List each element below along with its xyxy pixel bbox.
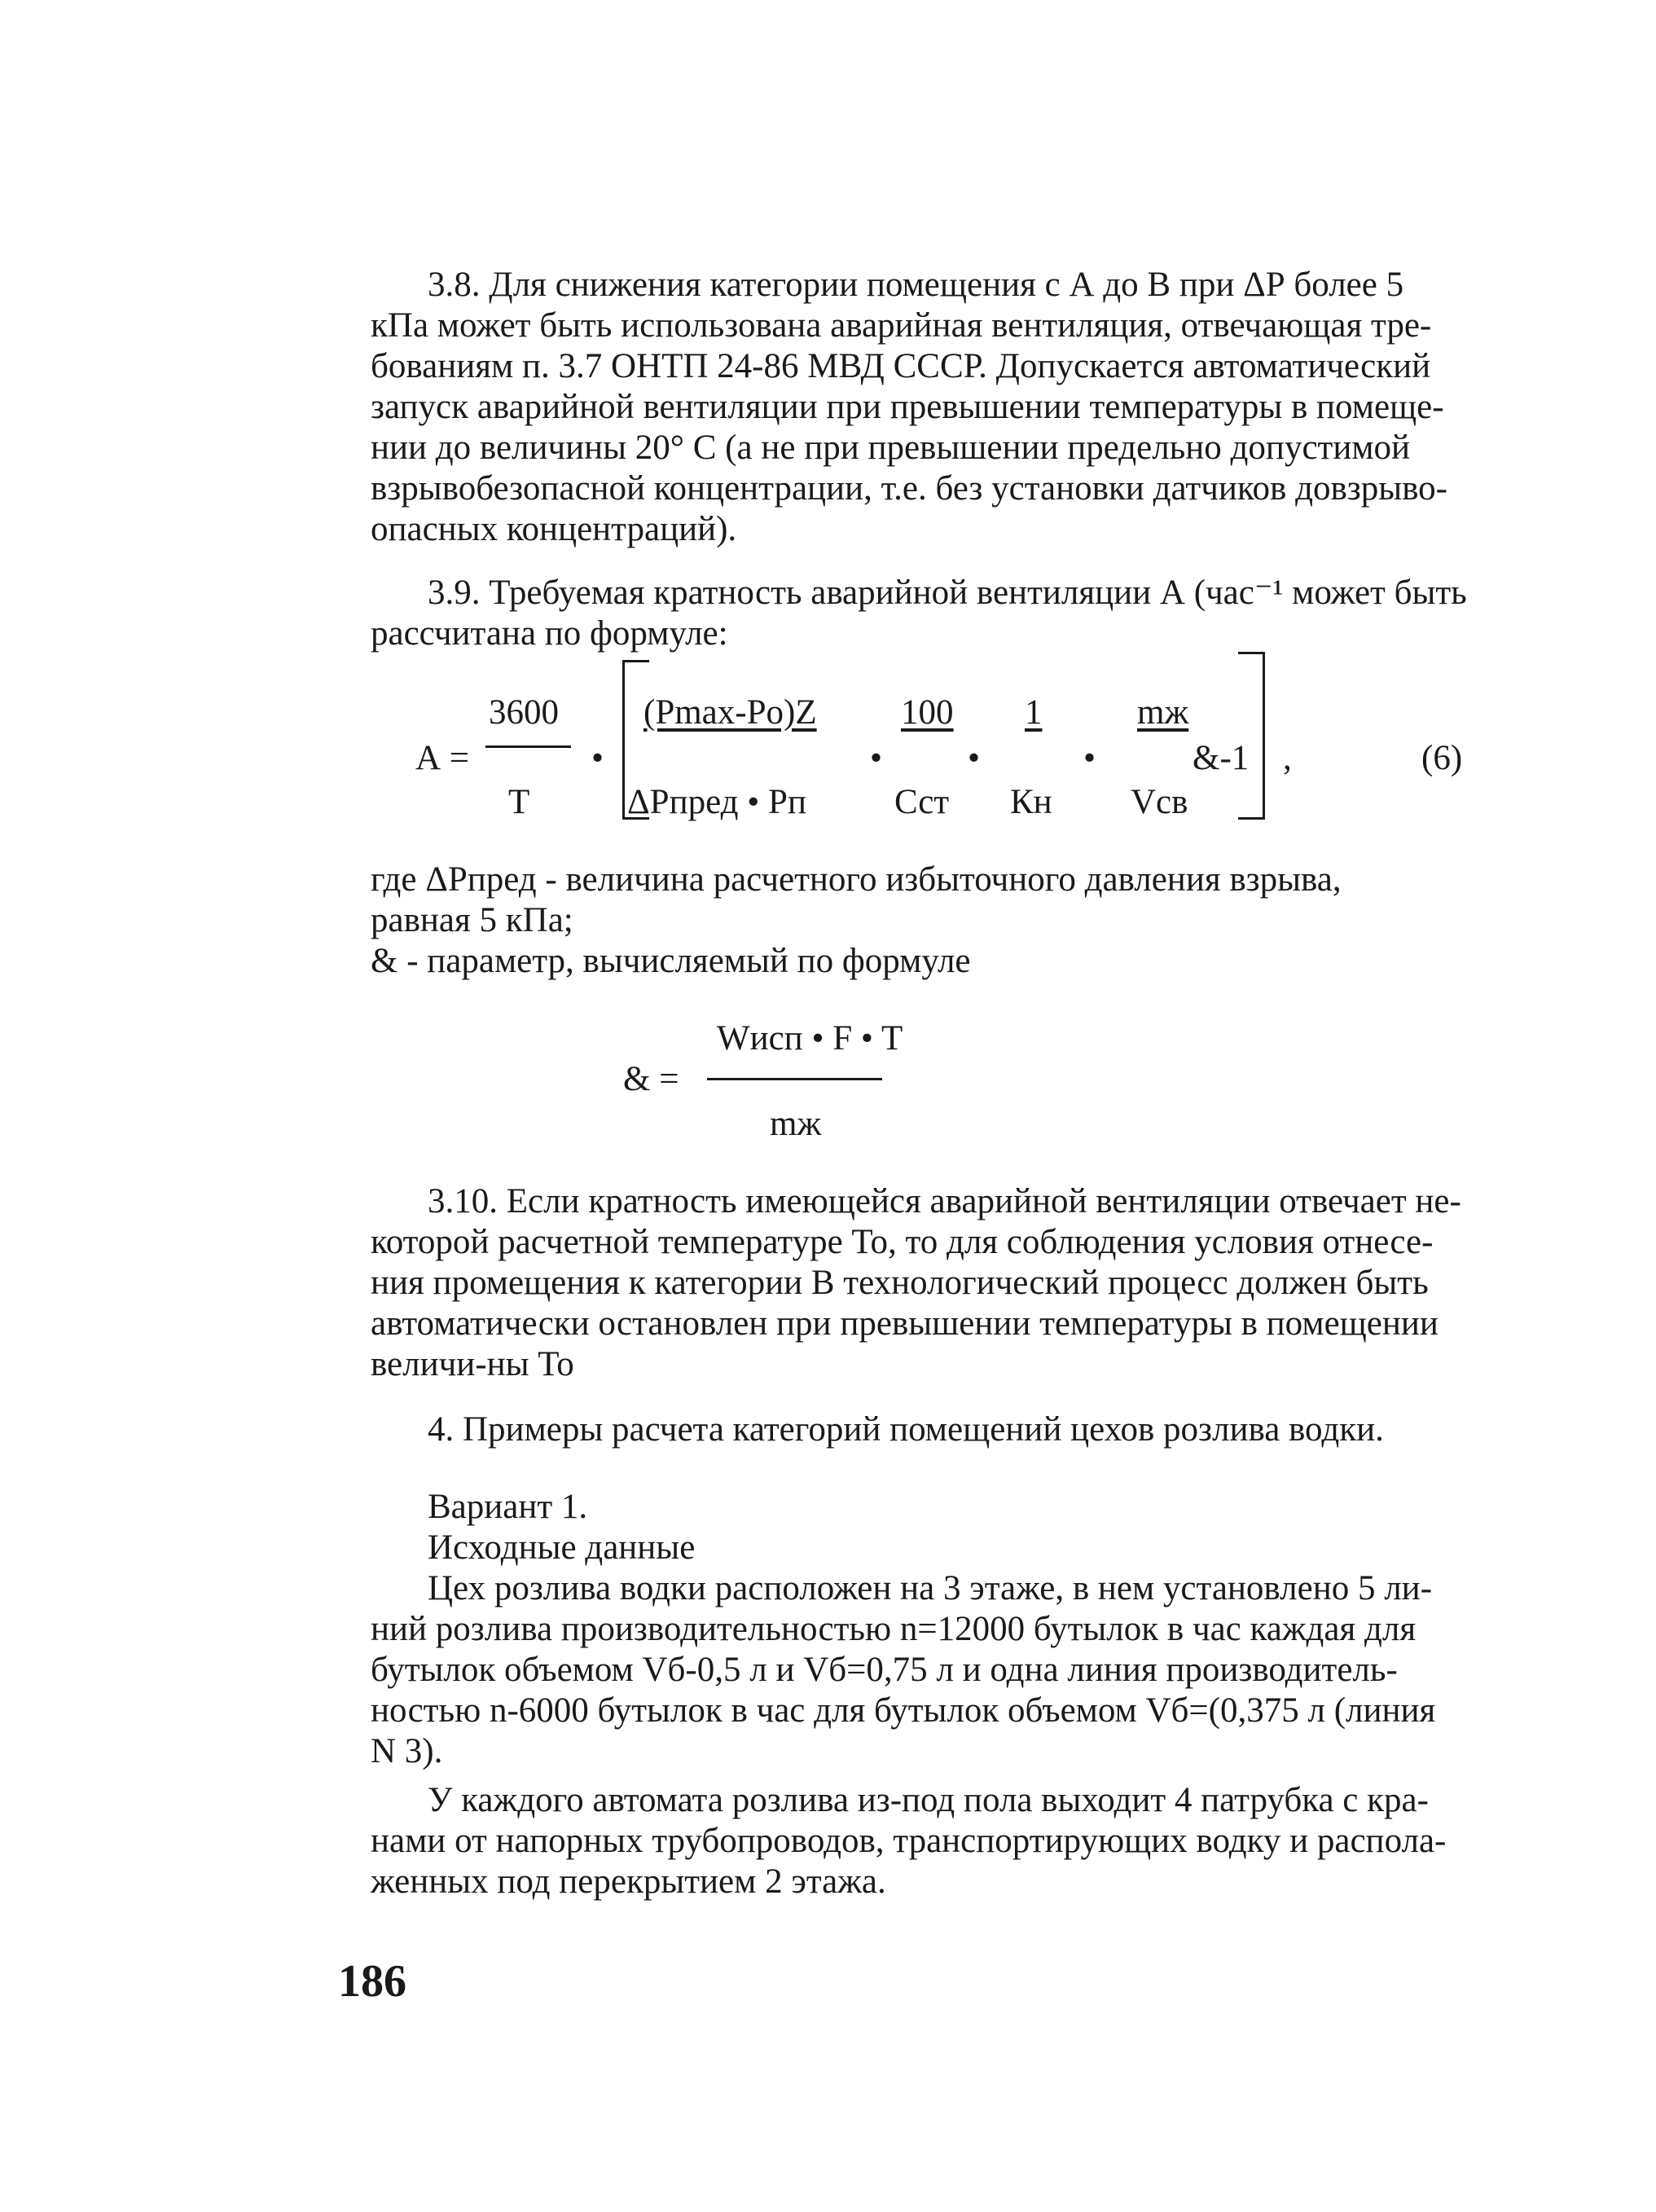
term4-suffix: &-1 (1193, 739, 1250, 777)
text-line: автоматически остановлен при превышении температуры в помещении (371, 1304, 1439, 1343)
equation-number: (6) (1421, 739, 1463, 777)
term2-denominator: Сст (894, 783, 950, 821)
formula-lhs: & = (623, 1060, 679, 1098)
term3-numerator: 1 (1025, 693, 1043, 732)
term4-numerator: mж (1137, 693, 1189, 732)
text-line: равная 5 кПа; (371, 901, 573, 939)
text-line: запуск аварийной вентиляции при превышении температуры в помеще- (371, 388, 1444, 426)
term3-denominator: Кн (1010, 783, 1052, 821)
text-line: женных под перекрытием 2 этажа. (371, 1862, 886, 1901)
text-line: кПа может быть использована аварийная вентиляция, отвечающая тре- (371, 306, 1432, 345)
text-line: опасных концентраций). (371, 510, 737, 548)
multiply-dot: • (870, 739, 883, 777)
section-title: 4. Примеры расчета категорий помещений цехов розлива водки. (428, 1410, 1384, 1449)
text-line: величи-ны То (371, 1345, 574, 1383)
amp-fraction-line (707, 1078, 882, 1080)
variant-1 (371, 1487, 1548, 1902)
multiply-dot: • (1083, 739, 1096, 777)
text-line: ний розлива производительностью n=12000 бутылок в час каждая для (371, 1610, 1417, 1648)
text-line: ния промещения к категории В технологический процесс должен быть (371, 1264, 1429, 1302)
text-line: бутылок объемом Vб-0,5 л и Vб=0,75 л и одна линия производитель- (371, 1651, 1398, 1689)
variant-subtitle: Исходные данные (428, 1528, 696, 1567)
amp-numerator: Wисп • F • T (717, 1019, 903, 1058)
amp-denominator: mж (770, 1105, 822, 1143)
text-line: которой расчетной температуре То, то для соблюдения условия отнесе- (371, 1223, 1434, 1261)
page-number: 186 (338, 1956, 406, 2007)
formula-comma: , (1283, 739, 1292, 777)
term2-numerator: 100 (901, 693, 954, 732)
text-line: У каждого автомата розлива из-под пола выходит 4 патрубка с кра- (428, 1781, 1429, 1819)
text-line: 3.10. Если кратность имеющейся аварийной вентиляции отвечает не- (428, 1182, 1461, 1220)
term1-numerator: (Pmax-Po)Z (644, 693, 817, 732)
text-line: где ΔРпред - величина расчетного избыточного давления взрыва, (371, 860, 1342, 899)
coef-numerator: 3600 (489, 693, 559, 732)
formula-lhs: А = (415, 739, 470, 777)
text-line: Цех розлива водки расположен на 3 этаже, в нем установлено 5 ли- (428, 1569, 1433, 1607)
text-line: взрывобезопасной концентрации, т.е. без установки датчиков довзрыво- (371, 469, 1447, 508)
text-line: 3.9. Требуемая кратность аварийной вентиляции А (час⁻¹ может быть (428, 574, 1467, 612)
text-line: N 3). (371, 1732, 443, 1770)
text-line: бованиям п. 3.7 ОНТП 24-86 МВД СССР. Допускается автоматический (371, 347, 1431, 385)
text-line: нами от напорных трубопроводов, транспортирующих водку и распола- (371, 1822, 1447, 1860)
text-line: & - параметр, вычисляемый по формуле (371, 942, 971, 980)
multiply-dot: • (968, 739, 981, 777)
text-line: ностью n-6000 бутылок в час для бутылок объемом Vб=(0,375 л (линия (371, 1691, 1436, 1730)
term1-denominator: ΔРпред • Рп (627, 783, 806, 821)
term4-denominator: Vсв (1131, 783, 1188, 821)
text-line: 3.8. Для снижения категории помещения с А до В при ΔР более 5 (428, 266, 1404, 304)
coef-denominator: Т (508, 783, 530, 821)
multiply-dot: • (591, 739, 604, 777)
variant-title: Вариант 1. (428, 1488, 588, 1526)
text-line: рассчитана по формуле: (371, 614, 728, 653)
paragraph-3-10 (371, 1181, 1548, 1385)
section-heading (371, 1409, 1548, 1450)
text-line: нии до величины 20° С (а не при превышении предельно допустимой (371, 429, 1411, 467)
